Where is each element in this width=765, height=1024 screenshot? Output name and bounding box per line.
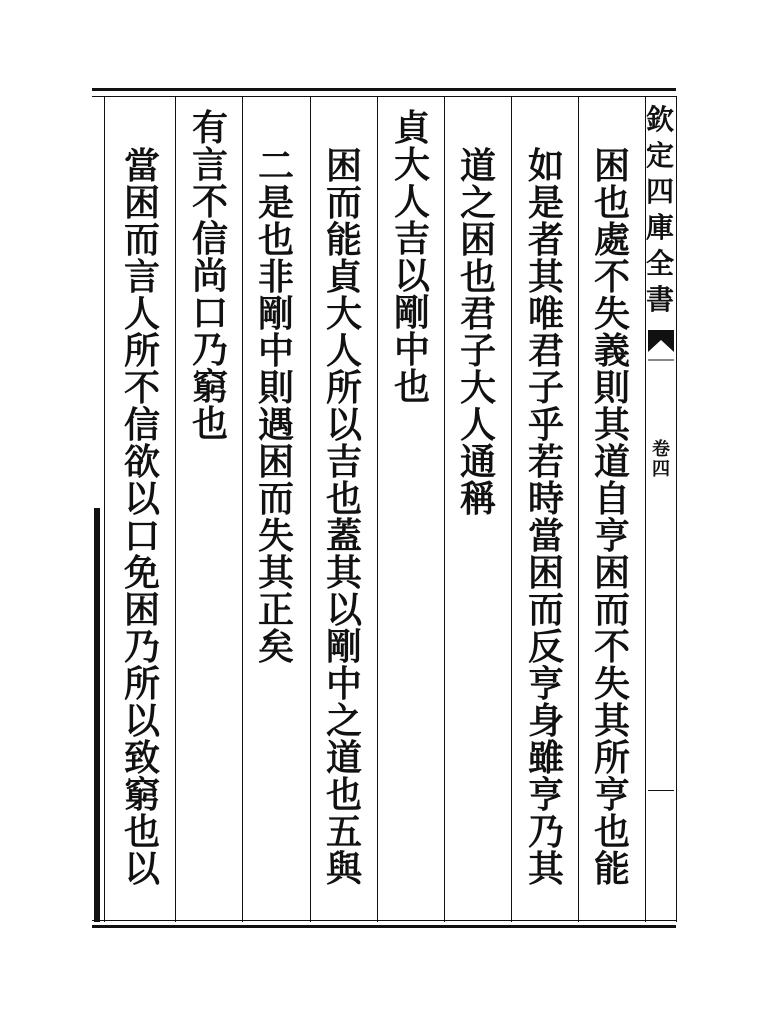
column-character: 乃 <box>527 811 564 853</box>
column-character: 困 <box>593 552 630 594</box>
column-character: 而 <box>123 219 160 261</box>
column-character: 以 <box>325 404 362 446</box>
column-character: 君 <box>459 293 496 335</box>
column-character: 子 <box>459 330 496 372</box>
column-character: 窮 <box>123 774 160 816</box>
text-column-2 <box>524 145 568 890</box>
frame-top-border <box>92 88 676 97</box>
column-character: 也 <box>459 256 496 298</box>
column-character: 其 <box>527 848 564 890</box>
column-character: 困 <box>123 589 160 631</box>
column-character: 口 <box>191 292 228 334</box>
column-character: 者 <box>527 219 564 261</box>
margin-title-character: 全 <box>646 247 675 280</box>
column-rule <box>310 96 311 922</box>
column-character: 也 <box>257 219 294 261</box>
column-character: 如 <box>527 145 564 187</box>
column-character: 也 <box>593 811 630 853</box>
column-character: 人 <box>393 181 430 223</box>
column-character: 尚 <box>191 255 228 297</box>
column-character: 亨 <box>593 774 630 816</box>
column-character: 失 <box>593 663 630 705</box>
column-character: 大 <box>393 144 430 186</box>
column-character: 二 <box>257 145 294 187</box>
column-character: 吉 <box>393 218 430 260</box>
column-character: 也 <box>393 366 430 408</box>
column-character: 剛 <box>325 626 362 668</box>
column-character: 道 <box>593 441 630 483</box>
column-character: 貞 <box>393 107 430 149</box>
column-character: 困 <box>527 552 564 594</box>
column-character: 所 <box>123 330 160 372</box>
column-character: 有 <box>191 107 228 149</box>
column-character: 蓋 <box>325 515 362 557</box>
column-character: 非 <box>257 256 294 298</box>
column-character: 信 <box>191 218 228 260</box>
column-character: 中 <box>257 330 294 372</box>
margin-title-character: 書 <box>646 283 675 316</box>
margin-juan-number <box>650 440 672 480</box>
text-column-3 <box>456 145 500 520</box>
column-character: 所 <box>593 737 630 779</box>
column-character: 而 <box>527 589 564 631</box>
margin-divider <box>648 790 674 791</box>
margin-right-rule <box>676 96 677 922</box>
column-character: 稱 <box>459 478 496 520</box>
column-character: 困 <box>459 219 496 261</box>
column-character: 大 <box>325 293 362 335</box>
margin-title-character: 庫 <box>646 211 675 244</box>
column-character: 之 <box>459 182 496 224</box>
column-character: 遇 <box>257 404 294 446</box>
column-character: 失 <box>593 293 630 335</box>
column-character: 乎 <box>527 404 564 446</box>
column-character: 處 <box>593 219 630 261</box>
column-rule <box>377 96 378 922</box>
column-character: 若 <box>527 441 564 483</box>
column-character: 亨 <box>527 663 564 705</box>
column-rule <box>242 96 243 922</box>
column-character: 其 <box>593 404 630 446</box>
margin-book-title <box>646 102 674 318</box>
column-character: 是 <box>257 182 294 224</box>
column-character: 不 <box>191 181 228 223</box>
column-character: 言 <box>123 256 160 298</box>
frame-left-border <box>94 508 100 922</box>
text-column-1 <box>590 145 634 890</box>
column-character: 所 <box>123 663 160 705</box>
column-character: 通 <box>459 441 496 483</box>
column-character: 口 <box>123 515 160 557</box>
column-character: 而 <box>257 478 294 520</box>
column-character: 剛 <box>257 293 294 335</box>
column-character: 失 <box>257 515 294 557</box>
column-character: 道 <box>459 145 496 187</box>
column-character: 其 <box>257 552 294 594</box>
column-character: 困 <box>123 182 160 224</box>
column-character: 其 <box>593 700 630 742</box>
column-character: 也 <box>325 774 362 816</box>
column-character: 與 <box>325 848 362 890</box>
column-character: 免 <box>123 552 160 594</box>
column-character: 其 <box>325 552 362 594</box>
column-character: 身 <box>527 700 564 742</box>
column-character: 致 <box>123 737 160 779</box>
column-character: 中 <box>393 329 430 371</box>
column-character: 人 <box>123 293 160 335</box>
column-rule <box>175 96 176 922</box>
column-character: 不 <box>123 367 160 409</box>
column-character: 而 <box>325 182 362 224</box>
column-character: 則 <box>257 367 294 409</box>
column-character: 以 <box>123 700 160 742</box>
column-rule <box>444 96 445 922</box>
column-character: 以 <box>325 589 362 631</box>
margin-title-character: 四 <box>646 175 675 208</box>
column-character: 人 <box>325 330 362 372</box>
column-character: 則 <box>593 367 630 409</box>
column-character: 以 <box>393 255 430 297</box>
column-character: 貞 <box>325 256 362 298</box>
column-character: 欲 <box>123 441 160 483</box>
column-character: 雖 <box>527 737 564 779</box>
column-character: 不 <box>593 626 630 668</box>
column-character: 能 <box>593 848 630 890</box>
column-character: 是 <box>527 182 564 224</box>
column-character: 自 <box>593 478 630 520</box>
column-character: 不 <box>593 256 630 298</box>
margin-juan-character: 卷 <box>652 439 670 460</box>
column-character: 亨 <box>593 515 630 557</box>
margin-juan-character: 四 <box>652 459 670 480</box>
column-character: 義 <box>593 330 630 372</box>
column-rule <box>511 96 512 922</box>
column-character: 大 <box>459 367 496 409</box>
margin-title-character: 欽 <box>646 103 675 136</box>
column-character: 時 <box>527 478 564 520</box>
column-character: 其 <box>527 256 564 298</box>
margin-title-character: 定 <box>646 139 675 172</box>
column-character: 困 <box>325 145 362 187</box>
column-character: 唯 <box>527 293 564 335</box>
text-column-5 <box>322 145 366 890</box>
text-column-6 <box>254 145 298 668</box>
column-character: 之 <box>325 700 362 742</box>
column-character: 以 <box>123 478 160 520</box>
fishtail-mark-icon <box>648 330 674 370</box>
column-character: 乃 <box>123 626 160 668</box>
column-character: 信 <box>123 404 160 446</box>
column-character: 矣 <box>257 626 294 668</box>
column-character: 也 <box>593 182 630 224</box>
column-character: 五 <box>325 811 362 853</box>
column-character: 困 <box>257 441 294 483</box>
column-character: 君 <box>527 330 564 372</box>
column-character: 吉 <box>325 441 362 483</box>
column-character: 能 <box>325 219 362 261</box>
text-column-8 <box>120 145 164 890</box>
column-character: 中 <box>325 663 362 705</box>
column-character: 而 <box>593 589 630 631</box>
column-character: 言 <box>191 144 228 186</box>
column-character: 人 <box>459 404 496 446</box>
column-character: 剛 <box>393 292 430 334</box>
column-character: 也 <box>325 478 362 520</box>
column-character: 也 <box>123 811 160 853</box>
text-column-4 <box>390 107 434 408</box>
column-character: 子 <box>527 367 564 409</box>
frame-bottom-border <box>92 920 676 928</box>
column-character: 當 <box>123 145 160 187</box>
column-character: 乃 <box>191 329 228 371</box>
column-character: 反 <box>527 626 564 668</box>
column-character: 道 <box>325 737 362 779</box>
column-character: 所 <box>325 367 362 409</box>
column-character: 也 <box>191 403 228 445</box>
column-character: 困 <box>593 145 630 187</box>
frame-left-rule <box>104 96 105 922</box>
column-character: 亨 <box>527 774 564 816</box>
text-column-7 <box>188 107 232 445</box>
column-character: 正 <box>257 589 294 631</box>
column-rule <box>578 96 579 922</box>
column-character: 窮 <box>191 366 228 408</box>
column-character: 以 <box>123 848 160 890</box>
column-character: 當 <box>527 515 564 557</box>
